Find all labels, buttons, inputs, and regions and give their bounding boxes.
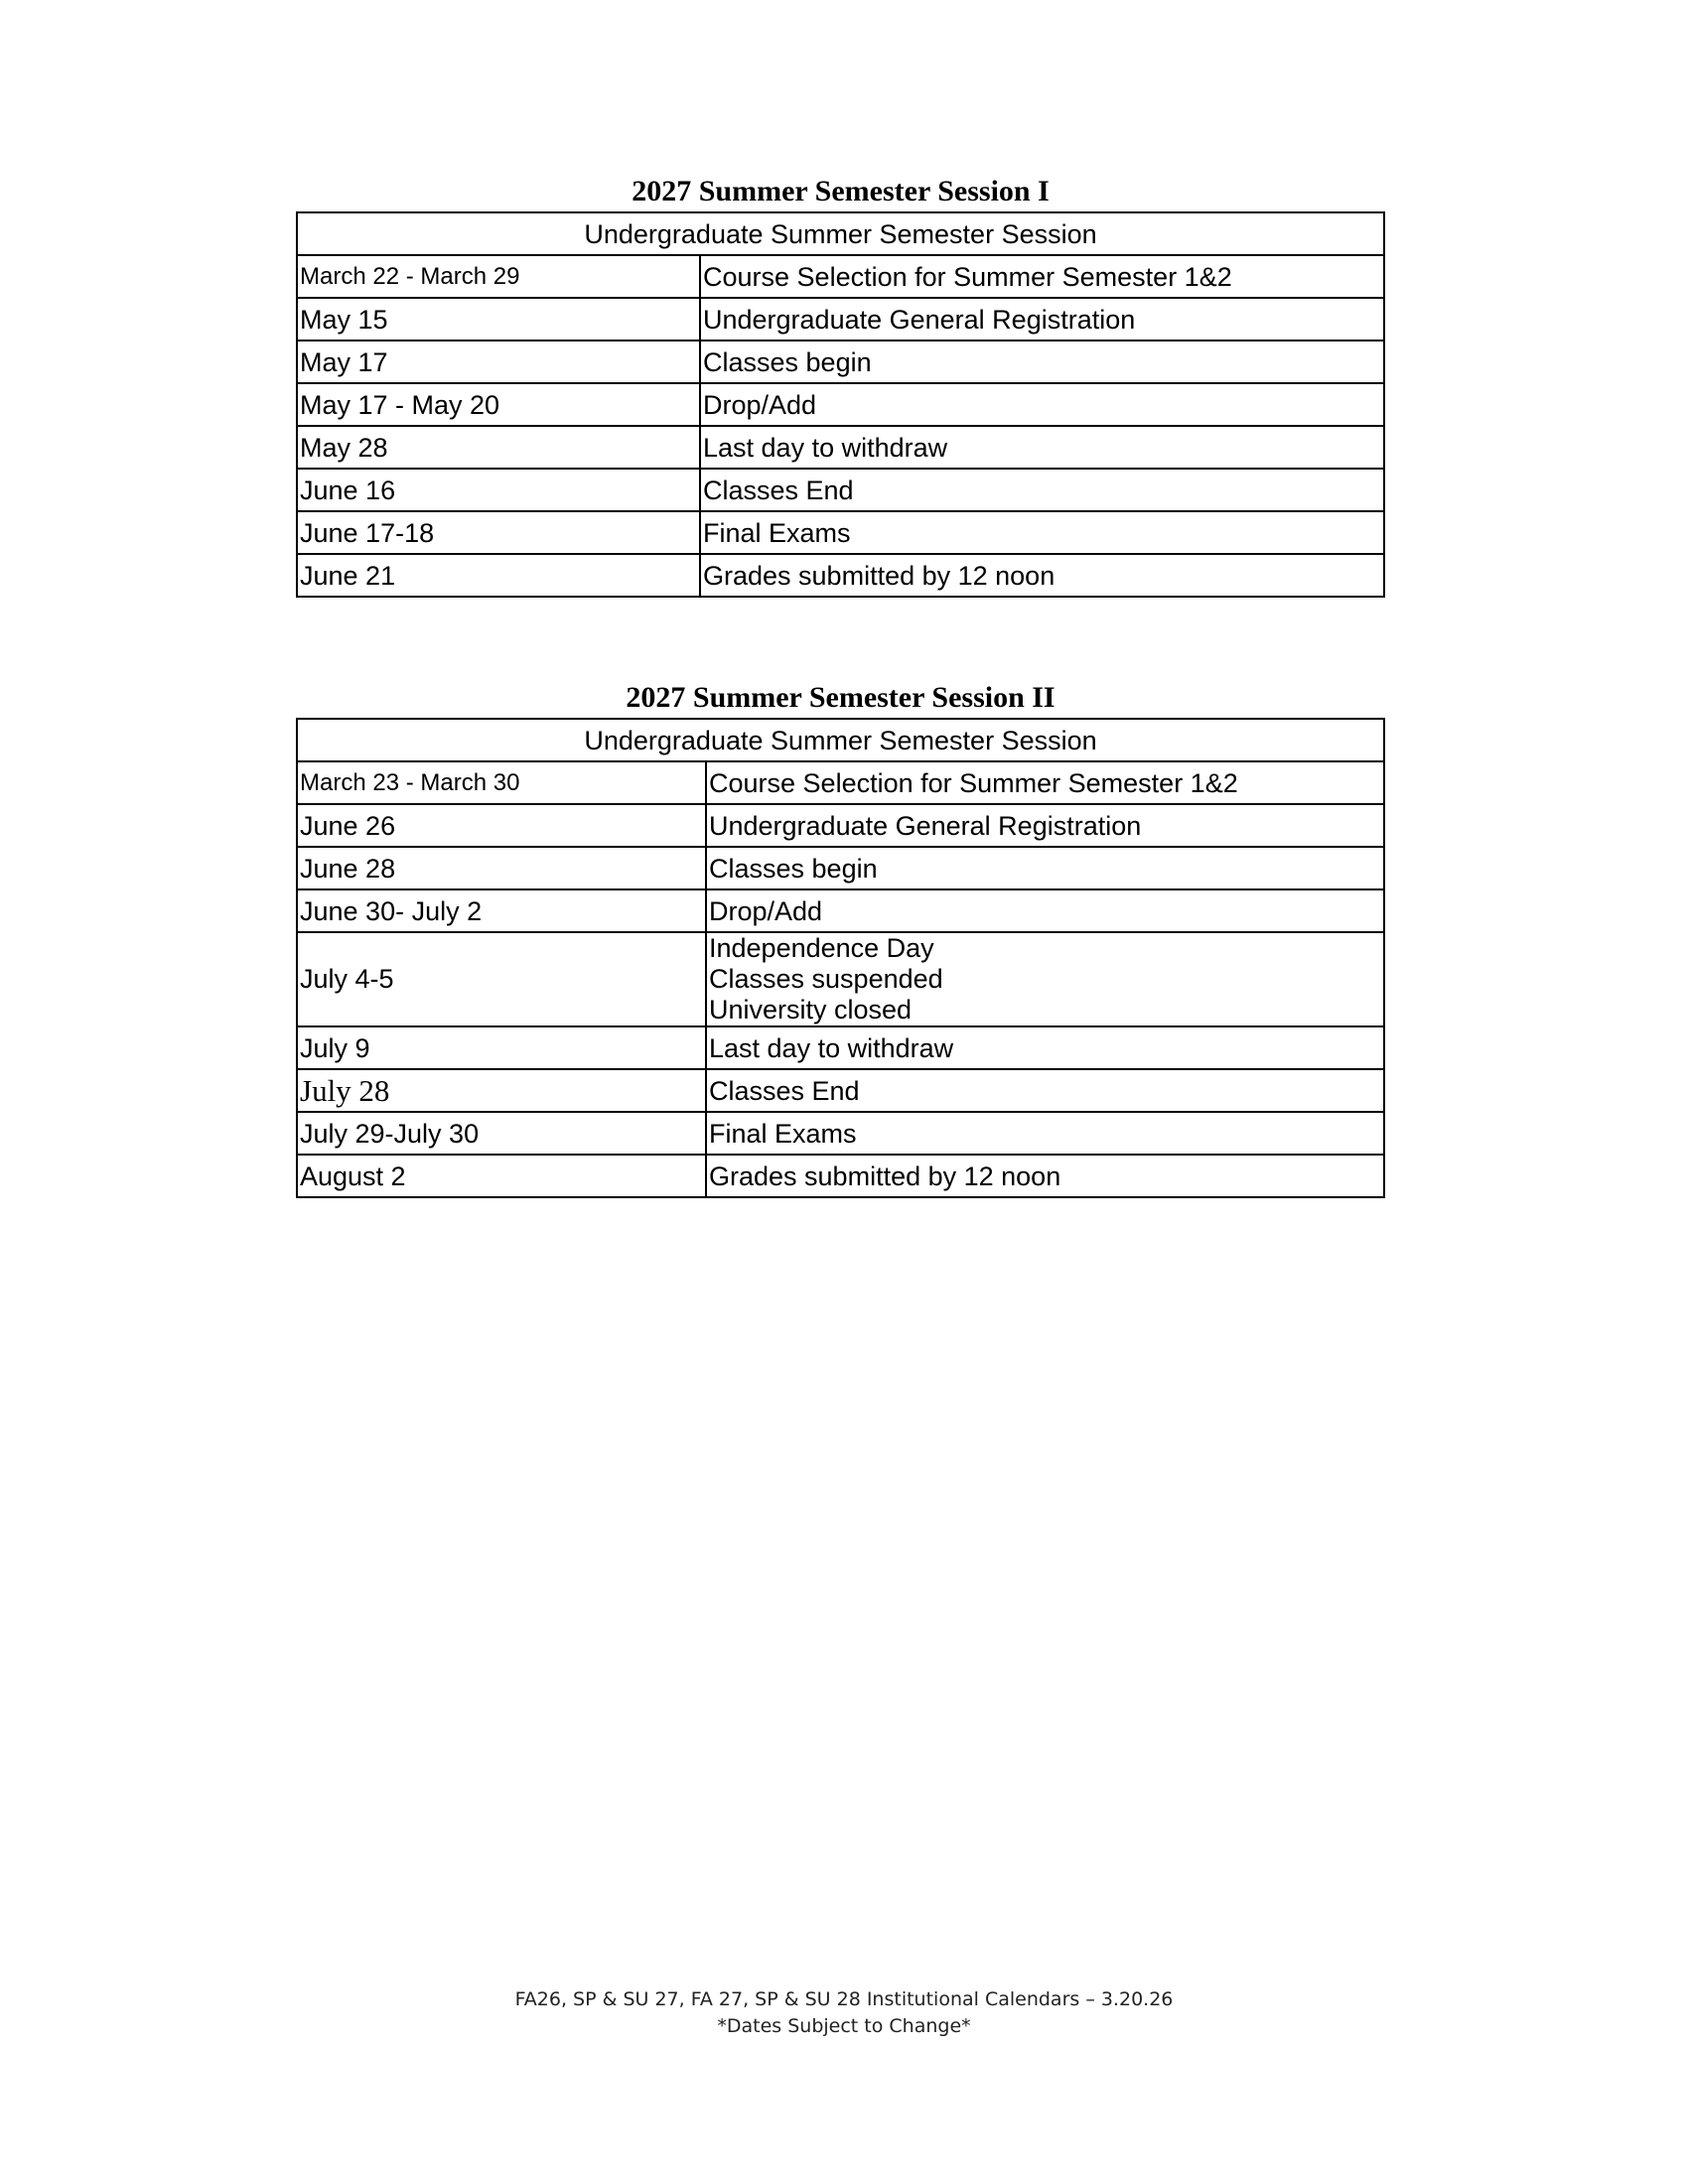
date-cell: June 26 [297,804,706,847]
session-2-title: 2027 Summer Semester Session II [626,681,1055,714]
date-cell: May 15 [297,298,700,341]
event-cell: Drop/Add [700,383,1384,426]
event-cell: Classes begin [700,341,1384,383]
table-header: Undergraduate Summer Semester Session [297,212,1384,255]
table-row [297,1155,1384,1197]
table-header: Undergraduate Summer Semester Session [297,719,1384,761]
table-row [297,554,1384,597]
date-cell: June 16 [297,469,700,511]
date-cell: July 29-July 30 [297,1112,706,1155]
table-row [297,511,1384,554]
event-line: Classes suspended [709,964,943,994]
session-1-title: 2027 Summer Semester Session I [632,175,1050,207]
event-cell: Final Exams [706,1112,1384,1155]
event-cell: Classes begin [706,847,1384,889]
table-row [297,383,1384,426]
event-cell: Course Selection for Summer Semester 1&2 [706,761,1384,804]
date-cell: June 17-18 [297,511,700,554]
event-cell [706,932,1384,1026]
table-row [297,932,1384,1026]
table-row [297,1069,1384,1112]
event-cell: Grades submitted by 12 noon [706,1155,1384,1197]
table-row [297,341,1384,383]
footer-line-1: FA26, SP & SU 27, FA 27, SP & SU 28 Institutional Calendars – 3.20.26 [514,1988,1174,2010]
event-cell: Classes End [706,1069,1384,1112]
table-row [297,1112,1384,1155]
date-cell: May 17 [297,341,700,383]
table-row [297,1026,1384,1069]
date-cell: May 28 [297,426,700,469]
table-row [297,255,1384,298]
table-header-row [297,212,1384,255]
session-1-table [296,211,1385,598]
page-footer [0,1986,1688,2040]
date-cell: June 30- July 2 [297,889,706,932]
date-cell: May 17 - May 20 [297,383,700,426]
date-cell: March 23 - March 30 [297,761,706,804]
date-cell: March 22 - March 29 [297,255,700,298]
session-1-section [296,175,1385,598]
event-cell: Undergraduate General Registration [706,804,1384,847]
date-cell: July 28 [297,1069,706,1112]
event-cell: Classes End [700,469,1384,511]
date-cell: June 28 [297,847,706,889]
event-cell: Grades submitted by 12 noon [700,554,1384,597]
event-cell: Last day to withdraw [706,1026,1384,1069]
table-row [297,426,1384,469]
event-line: University closed [709,995,913,1024]
session-2-section [296,681,1385,1198]
event-cell: Undergraduate General Registration [700,298,1384,341]
event-cell: Course Selection for Summer Semester 1&2 [700,255,1384,298]
date-cell: July 4-5 [297,932,706,1026]
table-row [297,847,1384,889]
event-cell: Final Exams [700,511,1384,554]
session-2-table [296,718,1385,1198]
event-line: Independence Day [709,933,934,963]
date-cell: August 2 [297,1155,706,1197]
table-row [297,298,1384,341]
table-row [297,889,1384,932]
table-header-row [297,719,1384,761]
table-row [297,804,1384,847]
table-row [297,469,1384,511]
date-cell: July 9 [297,1026,706,1069]
date-cell: June 21 [297,554,700,597]
event-cell: Drop/Add [706,889,1384,932]
event-cell: Last day to withdraw [700,426,1384,469]
footer-line-2: *Dates Subject to Change* [717,2015,971,2037]
table-row [297,761,1384,804]
